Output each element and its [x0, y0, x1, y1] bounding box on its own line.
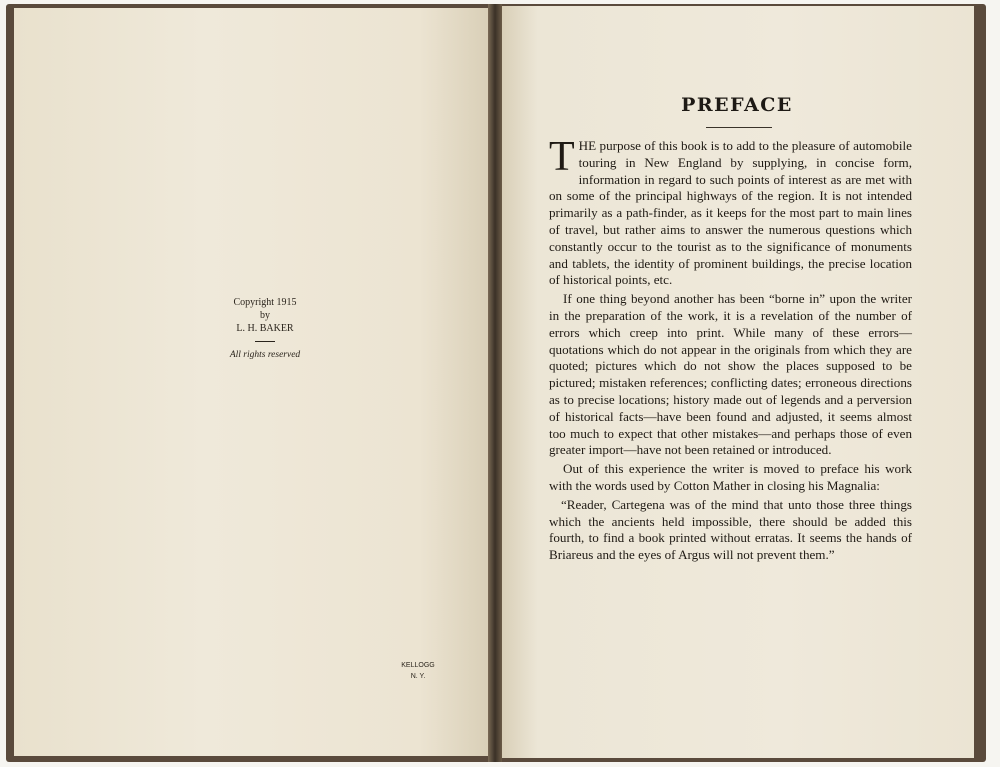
rights-reserved: All rights reserved — [229, 350, 301, 360]
copyright-line: Copyright 1915 — [233, 297, 297, 308]
author-name: L. H. BAKER — [236, 323, 294, 334]
copyright-rule — [255, 341, 275, 342]
title-rule — [706, 127, 772, 128]
left-page — [14, 8, 490, 756]
paragraph-1 — [549, 134, 912, 289]
copyright-block — [200, 296, 330, 362]
paragraph-3: Out of this experience the writer is moved to preface his work with the words used by Cotton Mather in closing his Magnalia: — [549, 461, 912, 493]
drop-cap: T — [549, 134, 575, 180]
printer-name: KELLOGG — [401, 662, 435, 669]
preface-text — [549, 134, 912, 566]
quotation: “Reader, Cartegena was of the mind that unto those three things which the ancients held impossible, there should be added this fourth, to find a book printed without erratas. It seems the hands of Briareus and the eyes of Argus will not prevent them.” — [549, 496, 912, 563]
printer-city: N. Y. — [410, 673, 426, 680]
printer-mark — [398, 660, 438, 682]
page-title: PREFACE — [681, 94, 793, 116]
paragraph-2: If one thing beyond another has been “borne in” upon the writer in the preparation of the work, it is a revelation of the number of errors which creep into print. While many of these errors—quotations which do not appear in the originals from which they are quoted; pictures which do not show the places supposed to be pictured; mistaken references; conflicting dates; erroneous directions as to precise locations; history made out of legends and a perversion of historical facts—have been found and adjusted, it seems almost too much to expect that other mistakes—and perhaps those of even greater import—have not been retained or introduced. — [549, 291, 912, 458]
copyright-by: by — [260, 310, 270, 321]
book-gutter — [488, 4, 502, 762]
paragraph-1-text: HE purpose of this book is to add to the pleasure of automobile touring in New England by supplying, in concise form, information in regard to such points of interest as are met with on some of the principal highways of the region. It is not intended primarily as a path-finder, as it keeps for the most part to main lines of travel, but rather aims to answer the numerous questions which constantly occur to the tourist as to the significance of monuments and tablets, the identity of prominent buildings, the precise location of historical points, etc. — [549, 138, 912, 288]
